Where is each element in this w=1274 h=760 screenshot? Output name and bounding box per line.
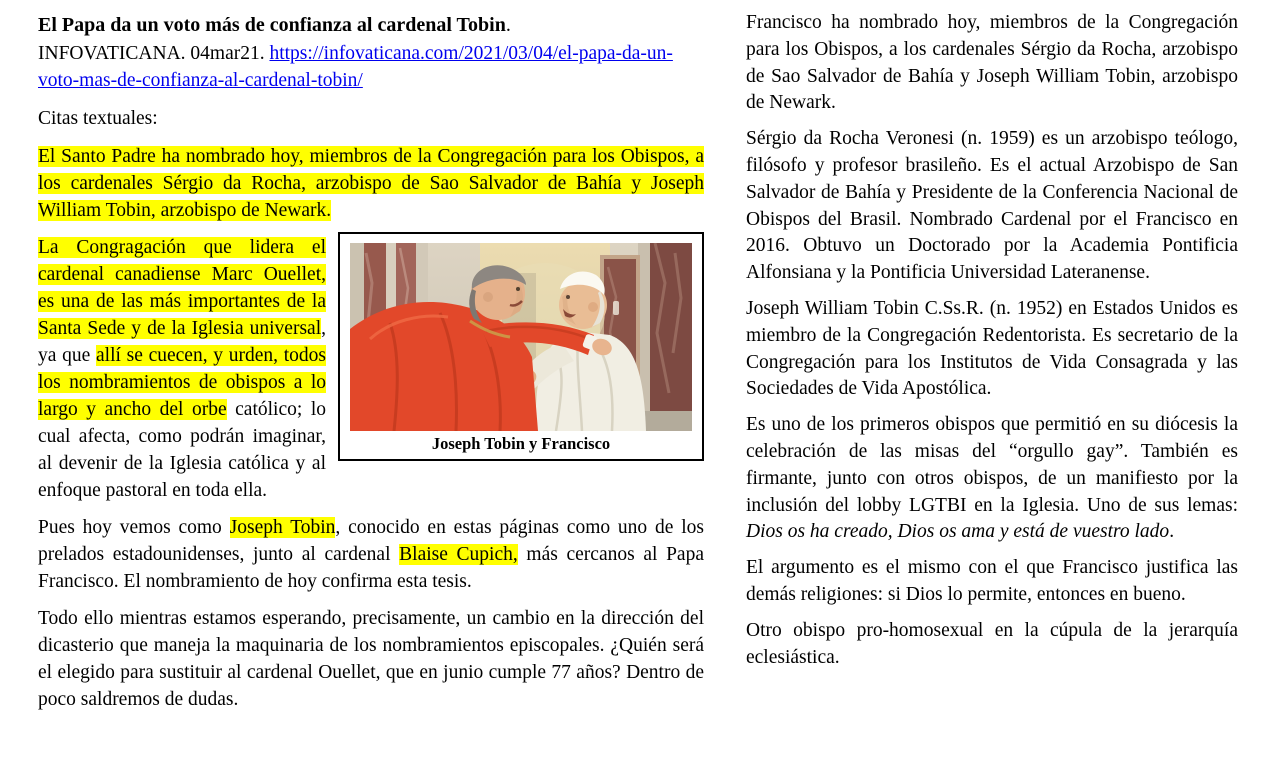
right-paragraph-3: Joseph William Tobin C.Ss.R. (n. 1952) en Estados Unidos es miembro de la Congregación Redentorista. Es secretario de la Congregación para los Institutos de Vida Consagrada y las Sociedades de Vida Apostólica. [746,297,1238,400]
para3-text-3: más cercanos al Papa Francisco. El nombramiento de hoy confirma esta tesis. [38,544,704,592]
right-paragraph-4 [746,412,1238,546]
highlight-joseph-tobin: Joseph Tobin [229,517,336,538]
right-paragraph-6: Otro obispo pro-homosexual en la cúpula de la jerarquía eclesiástica. [746,619,1238,668]
right-para4-motto-italic: Dios os ha creado, Dios os ama y está de vuestro lado [746,521,1170,543]
right-column [746,10,1238,680]
source-prefix: INFOVATICANA. 04mar21. [38,43,270,64]
quote-2-plain-a: , ya que [38,318,326,366]
citas-label: Citas textuales: [38,108,158,129]
para3-text-1: Pues hoy vemos como [38,517,230,538]
photo-joseph-tobin-francisco [350,243,692,431]
paragraph-pues-hoy [38,514,704,595]
quote-paragraph-1 [38,143,704,224]
paragraph-todo-ello: Todo ello mientras estamos esperando, precisamente, un cambio en la dirección del dicasterio que maneja la maquinaria de los nombramientos episcopales. ¿Quién será el elegido para sustituir al cardenal Ouellet, que en junio cumple 77 años? Dentro de poco saldremos de dudas. [38,608,704,710]
article-title-bold: El Papa da un voto más de confianza al cardenal Tobin [38,14,506,36]
highlighted-quote-2b: allí se cuecen, y urden, todos los nombramientos de obispos a lo largo y ancho del orbe [38,345,326,420]
highlighted-quote-2a: La Congragación que lidera el cardenal canadiense Marc Ouellet, es una de las más importantes de la Santa Sede y de la Iglesia universal [38,237,326,339]
right-paragraph-5: El argumento es el mismo con el que Francisco justifica las demás religiones: si Dios lo permite, entonces en bueno. [746,557,1238,605]
highlight-blaise-cupich: Blaise Cupich, [399,544,518,565]
article-title [38,12,704,39]
source-line [38,40,704,94]
article-url-link[interactable]: https://infovaticana.com/2021/03/04/el-papa-da-un-voto-mas-de-confianza-al-cardenal-tobin/ [38,43,673,91]
right-para4-period: . [1169,521,1175,543]
para3-text-2: , conocido en estas páginas como uno de los prelados estadounidenses, junto al cardenal [38,517,705,565]
quote-2-plain-b: católico; lo cual afecta, como podrán imaginar, al devenir de la Iglesia católica y al enfoque pastoral en toda ella. [38,399,326,501]
article-title-period: . [505,14,511,36]
left-column [38,12,704,723]
quote-paragraph-2-wrap [38,234,704,504]
right-paragraph-2: Sérgio da Rocha Veronesi (n. 1959) es un arzobispo teólogo, filósofo y profesor brasileño. Es el actual Arzobispo de San Salvador de Bahía y Presidente de la Conferencia Nacional de Obispos del Brasil. Nombrado Cardenal por el Francisco en 2016. Obtuvo un Doctorado por la Academia Pontificia Alfonsiana y la Pontificia Universidad Lateranense. [746,128,1238,284]
photo-figure [338,232,704,461]
photo-caption: Joseph Tobin y Francisco [431,434,611,453]
highlighted-quote-1: El Santo Padre ha nombrado hoy, miembros de la Congregación para los Obispos, a los cardenales Sérgio da Rocha, arzobispo de Sao Salvador de Bahía y Joseph William Tobin, arzobispo de Newark. [38,146,704,221]
right-paragraph-1: Francisco ha nombrado hoy, miembros de la Congregación para los Obispos, a los cardenales Sérgio da Rocha, arzobispo de Sao Salvador de Bahía y Joseph William Tobin, arzobispo de Newark. [746,12,1238,114]
right-para4-text: Es uno de los primeros obispos que permitió en su diócesis la celebración de las misas del “orgullo gay”. También es firmante, junto con otros obispos, de un manifiesto por la inclusión del lobby LGTBI en la Iglesia. Uno de sus lemas: [746,414,1238,516]
